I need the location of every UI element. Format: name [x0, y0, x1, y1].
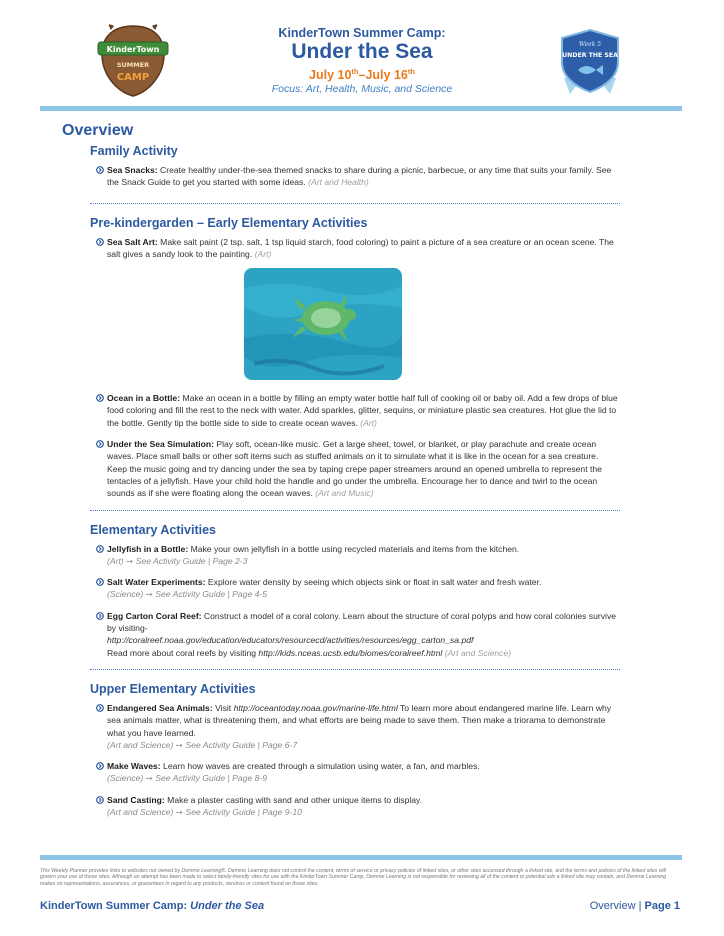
- activity-guide-reference[interactable]: (Science) ➙ See Activity Guide | Page 4-5: [107, 589, 268, 600]
- svg-text:CAMP: CAMP: [116, 72, 150, 83]
- upper-elementary-activities-list: [96, 702, 620, 818]
- arrow-bullet-icon: [96, 796, 104, 804]
- list-item: Jellyfish in a Bottle: Make your own jellyfish in a bottle using recycled materials and items from the kitchen. (Art) ➙ See Activity Guide | Page 2-3: [96, 543, 620, 568]
- family-activity-list: [96, 164, 620, 189]
- activity-guide-reference[interactable]: (Science) ➙ See Activity Guide | Page 8-9: [107, 773, 268, 784]
- section-divider: [90, 669, 620, 670]
- list-item: Sea Salt Art: Make salt paint (2 tsp. salt, 1 tsp liquid starch, food coloring) to paint a picture of a sea creature or an ocean scene. The salt gives a sandy look to the painting. (Art): [96, 236, 620, 261]
- footer-title: KinderTown Summer Camp: Under the Sea: [40, 900, 265, 912]
- svg-text:Week 5: Week 5: [578, 41, 602, 48]
- overview-heading: Overview: [62, 122, 134, 139]
- camp-name: KinderTown Summer Camp:: [278, 26, 446, 40]
- list-item: Endangered Sea Animals: Visit http://oceantoday.noaa.gov/marine-life.html To learn more about endangered marine life. Learn why sea animals matter, what is threatening them, and what efforts are being made to save them. Then make a triorama to demonstrate what you have learned. (Art and Science) ➙ See Activity Guide | Page 6-7: [96, 702, 620, 751]
- svg-text:SUMMER: SUMMER: [116, 61, 150, 69]
- overview-content: [62, 122, 662, 818]
- kindertown-camp-logo: [96, 22, 170, 98]
- section-divider: [90, 203, 620, 204]
- coral-reef-kids-link[interactable]: http://kids.nceas.ucsb.edu/biomes/coralreef.html: [258, 647, 443, 658]
- prek-activities-heading: Pre-kindergarden – Early Elementary Activities: [90, 215, 368, 230]
- arrow-bullet-icon: [96, 166, 104, 174]
- week-badge: [556, 28, 624, 100]
- arrow-bullet-icon: [96, 704, 104, 712]
- footer-divider: [40, 855, 682, 860]
- arrow-bullet-icon: [96, 762, 104, 770]
- family-activity-heading: Family Activity: [90, 144, 178, 158]
- list-item: Sand Casting: Make a plaster casting with sand and other unique items to display. (Art and Science) ➙ See Activity Guide | Page 9-10: [96, 794, 620, 819]
- sea-salt-art-photo: [244, 268, 402, 380]
- list-item: Make Waves: Learn how waves are created through a simulation using water, a fan, and marbles. (Science) ➙ See Activity Guide | Page 8-9: [96, 760, 620, 785]
- upper-elementary-activities-heading: Upper Elementary Activities: [90, 681, 256, 696]
- date-range: July 10th–July 16th: [309, 67, 415, 83]
- svg-text:KinderTown: KinderTown: [106, 45, 160, 54]
- list-item: Sea Snacks: Create healthy under-the-sea themed snacks to share during a picnic, barbecue, or any time that suits your family. See the Snack Guide to get you started with some ideas. (Art and Health): [96, 164, 620, 189]
- section-divider: [90, 510, 620, 511]
- activity-guide-reference[interactable]: (Art and Science) ➙ See Activity Guide | Page 9-10: [107, 807, 302, 818]
- list-item: Salt Water Experiments: Explore water density by seeing which objects sink or float in salt water and fresh water. (Science) ➙ See Activity Guide | Page 4-5: [96, 576, 620, 601]
- disclaimer-text: This Weekly Planner provides links to websites not owned by Demme Learning®. Demme Learning does not control the content, terms of service or privacy policies of linked sites, or other sites accessed through a linked site, and the terms and policies of the linked sites will govern your use of those sites. Although an attempt has been made to select family-friendly sites for use with the KinderTown Summer Camp, Demme Learning is not responsible for reviewing all of the content or potential ads a linked site may contain, and Demme Learning makes no representations, assurances, or guarantees in regard to any products, services or content found on those sites.: [40, 868, 667, 887]
- arrow-bullet-icon: [96, 440, 104, 448]
- list-item: Under the Sea Simulation: Play soft, ocean-like music. Get a large sheet, towel, or blanket, or play parachute and create ocean waves. Place small balls or other soft items such as stuffed animals on it to simulate what it is like in the ocean for a sea creature. Keep the music going and try dancing under the sea by taping crepe paper streamers around an opened umbrella to represent the tentacles of a jellyfish. Have your child hold the handle and go under the umbrella. Encourage her to dance and twirl to the ocean sounds as if she were floating along the ocean waves. (Art and Music): [96, 438, 620, 499]
- elementary-activities-list: [96, 543, 620, 659]
- ocean-today-link[interactable]: http://oceantoday.noaa.gov/marine-life.html: [233, 702, 398, 713]
- page-title: Under the Sea: [291, 40, 433, 63]
- focus-line: Focus: Art, Health, Music, and Science: [271, 83, 453, 96]
- page-header: [0, 0, 724, 110]
- svg-text:UNDER THE SEA: UNDER THE SEA: [562, 52, 618, 59]
- title-block: [200, 26, 524, 95]
- arrow-bullet-icon: [96, 394, 104, 402]
- coral-reef-pdf-link[interactable]: http://coralreef.noaa.gov/education/educators/resourcecd/activities/resources/egg_carton_sa.pdf: [107, 635, 474, 646]
- elementary-activities-heading: Elementary Activities: [90, 522, 216, 537]
- prek-activities-list: [96, 236, 620, 500]
- activity-guide-reference[interactable]: (Art) ➙ See Activity Guide | Page 2-3: [107, 555, 248, 566]
- activity-guide-reference[interactable]: (Art and Science) ➙ See Activity Guide | Page 6-7: [107, 739, 298, 750]
- arrow-bullet-icon: [96, 238, 104, 246]
- arrow-bullet-icon: [96, 612, 104, 620]
- arrow-bullet-icon: [96, 578, 104, 586]
- header-divider: [40, 106, 682, 111]
- arrow-bullet-icon: [96, 545, 104, 553]
- list-item: Ocean in a Bottle: Make an ocean in a bottle by filling an empty water bottle half full of cooking oil or baby oil. Add a few drops of blue food coloring and fill the rest to the neck with water. Add sparkles, glitter, sequins, or miniature plastic sea creatures. Hot glue the lid to the bottle. Gently tip the bottle side to side to create ocean waves. (Art): [96, 392, 620, 429]
- footer-page-info: Overview | Page 1: [589, 900, 680, 912]
- list-item: Egg Carton Coral Reef: Construct a model of a coral colony. Learn about the structure of coral polyps and how coral colonies survive by visiting- http://coralreef.noaa.gov/education/educators/resourcecd/activities/resources/egg_carton_sa.pdf Read more about coral reefs by visiting http://kids.nceas.ucsb.edu/biomes/coralreef.html (Art and Science): [96, 610, 620, 659]
